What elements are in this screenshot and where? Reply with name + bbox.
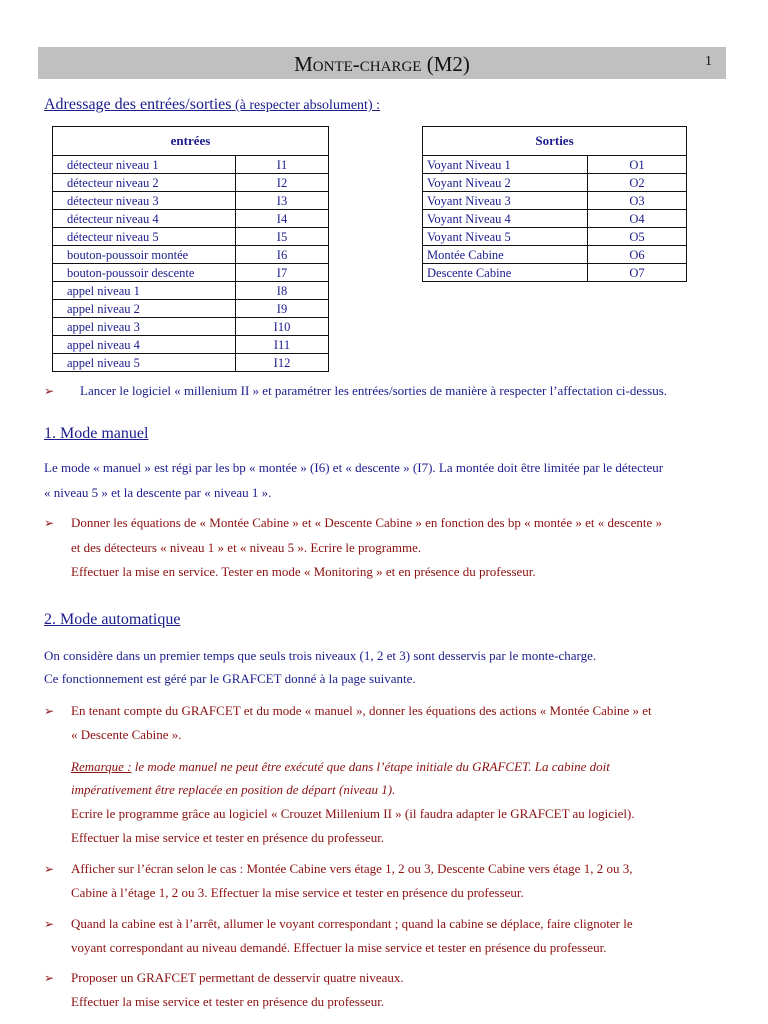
output-label: Voyant Niveau 2 xyxy=(423,174,588,192)
section2-b2-line2: Cabine à l’étage 1, 2 ou 3. Effectuer la mise service et tester en présence du professeur. xyxy=(71,885,524,900)
output-code: O3 xyxy=(588,192,687,210)
input-code: I1 xyxy=(236,156,329,174)
title-suffix: (M2) xyxy=(421,52,470,76)
output-code: O5 xyxy=(588,228,687,246)
section2-b1-line3: Ecrire le programme grâce au logiciel « Crouzet Millenium II » (il faudra adapter le GRAFCET au logiciel). xyxy=(71,806,635,821)
input-label: bouton-poussoir montée xyxy=(53,246,236,264)
input-label: bouton-poussoir descente xyxy=(53,264,236,282)
section1-para-line1: Le mode « manuel » est régi par les bp « montée » (I6) et « descente » (I7). La montée doit être limitée par le détecteur xyxy=(44,460,664,475)
section2-b3-line1: Quand la cabine est à l’arrêt, allumer le voyant correspondant ; quand la cabine se déplace, faire clignoter le xyxy=(71,916,633,931)
input-code: I12 xyxy=(236,354,329,372)
inputs-table xyxy=(52,126,329,372)
bullet-icon: ➢ xyxy=(44,971,55,985)
bullet-icon: ➢ xyxy=(44,516,55,530)
input-code: I4 xyxy=(236,210,329,228)
input-label: appel niveau 1 xyxy=(53,282,236,300)
input-code: I2 xyxy=(236,174,329,192)
input-row xyxy=(53,336,329,354)
input-label: détecteur niveau 3 xyxy=(53,192,236,210)
input-label: détecteur niveau 4 xyxy=(53,210,236,228)
outputs-header: Sorties xyxy=(423,127,687,156)
input-row xyxy=(53,354,329,372)
output-row xyxy=(423,246,687,264)
input-row xyxy=(53,264,329,282)
input-label: appel niveau 5 xyxy=(53,354,236,372)
section1-bullet-line1: Donner les équations de « Montée Cabine » et « Descente Cabine » en fonction des bp « montée » et « descente » xyxy=(71,515,662,530)
remark-line2: impérativement être replacée en position de départ (niveau 1). xyxy=(71,782,396,797)
input-row xyxy=(53,300,329,318)
title-bar xyxy=(38,47,726,79)
output-code: O6 xyxy=(588,246,687,264)
input-code: I8 xyxy=(236,282,329,300)
input-row xyxy=(53,246,329,264)
input-code: I6 xyxy=(236,246,329,264)
io-heading-note: (à respecter absolument) : xyxy=(231,98,380,113)
section2-b4-line2: Effectuer la mise service et tester en présence du professeur. xyxy=(71,994,385,1009)
section2-para-line1: On considère dans un premier temps que seuls trois niveaux (1, 2 et 3) sont desservis par le monte-charge. xyxy=(44,648,597,663)
bullet-icon: ➢ xyxy=(44,862,55,876)
input-code: I11 xyxy=(236,336,329,354)
output-row xyxy=(423,174,687,192)
bullet-icon: ➢ xyxy=(44,384,55,398)
output-label: Voyant Niveau 4 xyxy=(423,210,588,228)
output-label: Voyant Niveau 1 xyxy=(423,156,588,174)
remark-text: le mode manuel ne peut être exécuté que dans l’étape initiale du GRAFCET. La cabine doit xyxy=(131,759,610,774)
remark-line1 xyxy=(71,758,610,776)
page-title xyxy=(38,52,726,77)
output-label: Montée Cabine xyxy=(423,246,588,264)
remark-label: Remarque : xyxy=(71,759,132,774)
output-code: O1 xyxy=(588,156,687,174)
section2-para-line2: Ce fonctionnement est géré par le GRAFCET donné à la page suivante. xyxy=(44,671,416,686)
input-code: I9 xyxy=(236,300,329,318)
input-label: appel niveau 2 xyxy=(53,300,236,318)
bullet-icon: ➢ xyxy=(44,704,55,718)
output-label: Descente Cabine xyxy=(423,264,588,282)
output-row xyxy=(423,228,687,246)
section1-para-line2: « niveau 5 » et la descente par « niveau 1 ». xyxy=(44,485,272,500)
input-code: I5 xyxy=(236,228,329,246)
section2-b1-line4: Effectuer la mise service et tester en présence du professeur. xyxy=(71,830,385,845)
output-row xyxy=(423,210,687,228)
section2-b4-line1: Proposer un GRAFCET permettant de desservir quatre niveaux. xyxy=(71,970,404,985)
page-number: 1 xyxy=(705,54,712,69)
input-code: I7 xyxy=(236,264,329,282)
inputs-header: entrées xyxy=(53,127,329,156)
outputs-table xyxy=(422,126,687,282)
section1-bullet-line3: Effectuer la mise en service. Tester en mode « Monitoring » et en présence du professeur. xyxy=(71,564,536,579)
input-label: détecteur niveau 2 xyxy=(53,174,236,192)
input-label: appel niveau 4 xyxy=(53,336,236,354)
input-row xyxy=(53,228,329,246)
io-heading-main: Adressage des entrées/sorties xyxy=(44,96,232,113)
input-row xyxy=(53,156,329,174)
section2-b2-line1: Afficher sur l’écran selon le cas : Montée Cabine vers étage 1, 2 ou 3, Descente Cabine vers étage 1, 2 ou 3, xyxy=(71,861,633,876)
input-code: I3 xyxy=(236,192,329,210)
input-row xyxy=(53,282,329,300)
output-row xyxy=(423,264,687,282)
intro-bullet-text: Lancer le logiciel « millenium II » et paramétrer les entrées/sorties de manière à respecter l’affectation ci-dessus. xyxy=(80,383,668,398)
output-code: O7 xyxy=(588,264,687,282)
input-label: détecteur niveau 1 xyxy=(53,156,236,174)
input-row xyxy=(53,210,329,228)
output-row xyxy=(423,156,687,174)
input-label: détecteur niveau 5 xyxy=(53,228,236,246)
title-main: Monte-charge xyxy=(294,52,422,76)
section2-b3-line2: voyant correspondant au niveau demandé. Effectuer la mise service et tester en présence du professeur. xyxy=(71,940,607,955)
bullet-icon: ➢ xyxy=(44,917,55,931)
section2-title: 2. Mode automatique xyxy=(44,611,181,628)
output-label: Voyant Niveau 5 xyxy=(423,228,588,246)
output-code: O2 xyxy=(588,174,687,192)
io-heading xyxy=(44,96,380,114)
input-label: appel niveau 3 xyxy=(53,318,236,336)
section2-b1-line1: En tenant compte du GRAFCET et du mode « manuel », donner les équations des actions « Montée Cabine » et xyxy=(71,703,652,718)
section1-title: 1. Mode manuel xyxy=(44,425,149,442)
output-code: O4 xyxy=(588,210,687,228)
input-code: I10 xyxy=(236,318,329,336)
output-row xyxy=(423,192,687,210)
input-row xyxy=(53,192,329,210)
input-row xyxy=(53,318,329,336)
section1-bullet-line2: et des détecteurs « niveau 1 » et « niveau 5 ». Ecrire le programme. xyxy=(71,540,422,555)
output-label: Voyant Niveau 3 xyxy=(423,192,588,210)
section2-b1-line2: « Descente Cabine ». xyxy=(71,727,182,742)
input-row xyxy=(53,174,329,192)
